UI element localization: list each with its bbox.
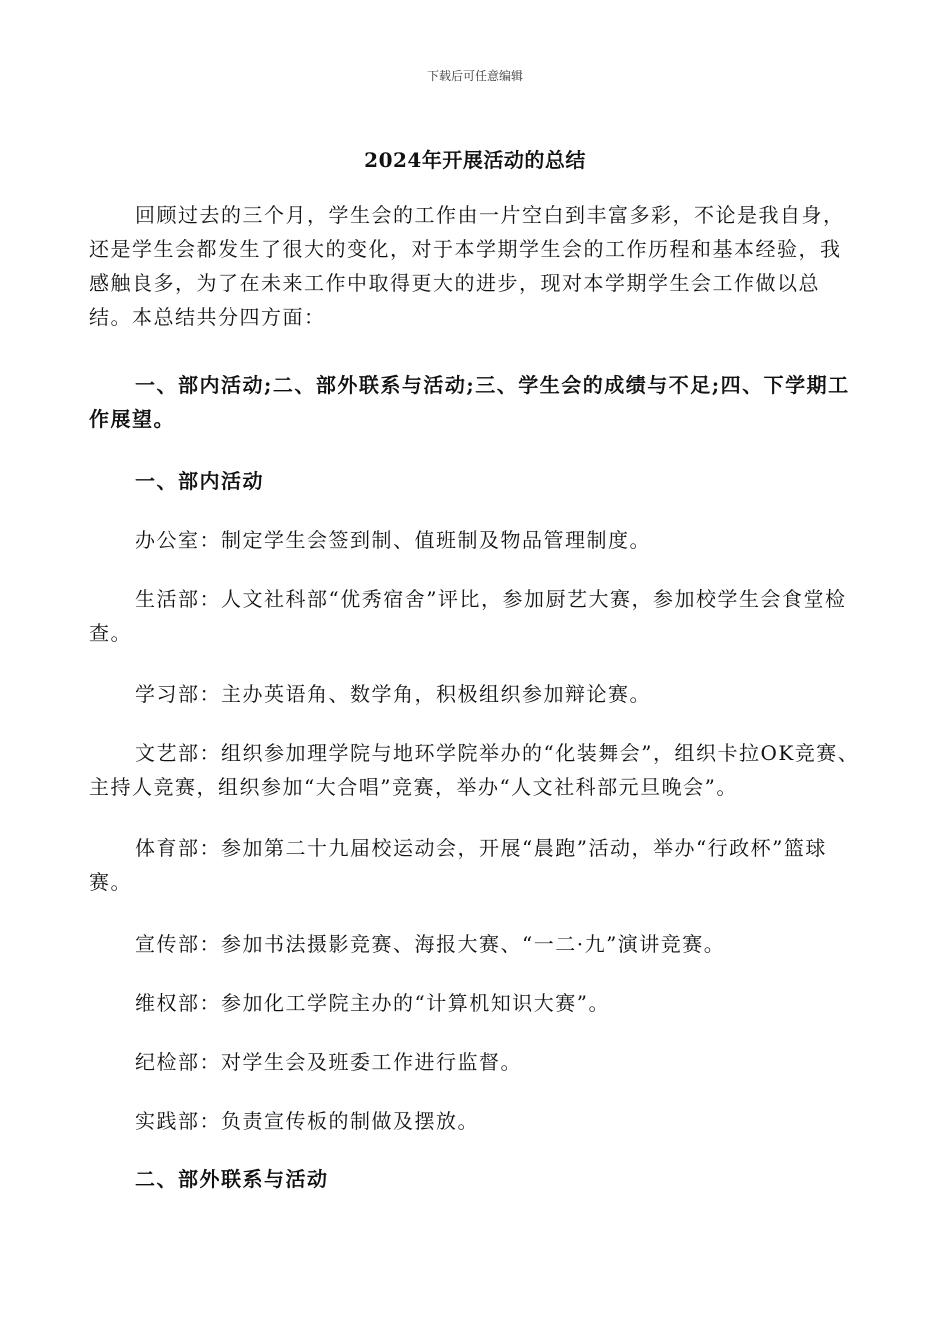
department-life: 生活部：人文社科部“优秀宿舍”评比，参加厨艺大赛，参加校学生会食堂检查。 xyxy=(89,587,847,645)
department-arts: 文艺部：组织参加理学院与地环学院举办的“化装舞会”，组织卡拉OK竞赛、主持人竞赛，组织参加“大合唱”竞赛，举办“人文社科部元旦晚会”。 xyxy=(89,741,860,799)
department-rights: 维权部：参加化工学院主办的“计算机知识大赛”。 xyxy=(135,991,610,1015)
section-1-heading: 一、部内活动 xyxy=(135,469,264,493)
department-study: 学习部：主办英语角、数学角，积极组织参加辩论赛。 xyxy=(135,682,651,706)
outline-paragraph: 一、部内活动;二、部外联系与活动;三、学生会的成绩与不足;四、下学期工作展望。 xyxy=(89,373,850,431)
document-title: 2024年开展活动的总结 xyxy=(364,148,586,172)
department-discipline: 纪检部：对学生会及班委工作进行监督。 xyxy=(135,1050,522,1074)
department-practice: 实践部：负责宣传板的制做及摆放。 xyxy=(135,1109,479,1133)
department-sports: 体育部：参加第二十九届校运动会，开展“晨跑”活动，举办“行政杯”篮球赛。 xyxy=(89,836,827,894)
department-publicity: 宣传部：参加书法摄影竞赛、海报大赛、“一二·九”演讲竞赛。 xyxy=(135,932,726,956)
department-office: 办公室：制定学生会签到制、值班制及物品管理制度。 xyxy=(135,528,651,552)
section-2-heading: 二、部外联系与活动 xyxy=(135,1167,329,1191)
header-note: 下载后可任意编辑 xyxy=(426,69,523,83)
intro-paragraph: 回顾过去的三个月，学生会的工作由一片空白到丰富多彩，不论是我自身，还是学生会都发生了很大的变化，对于本学期学生会的工作历程和基本经验，我感触良多，为了在未来工作中取得更大的进步，现对本学期学生会工作做以总结。本总结共分四方面： xyxy=(89,203,845,329)
